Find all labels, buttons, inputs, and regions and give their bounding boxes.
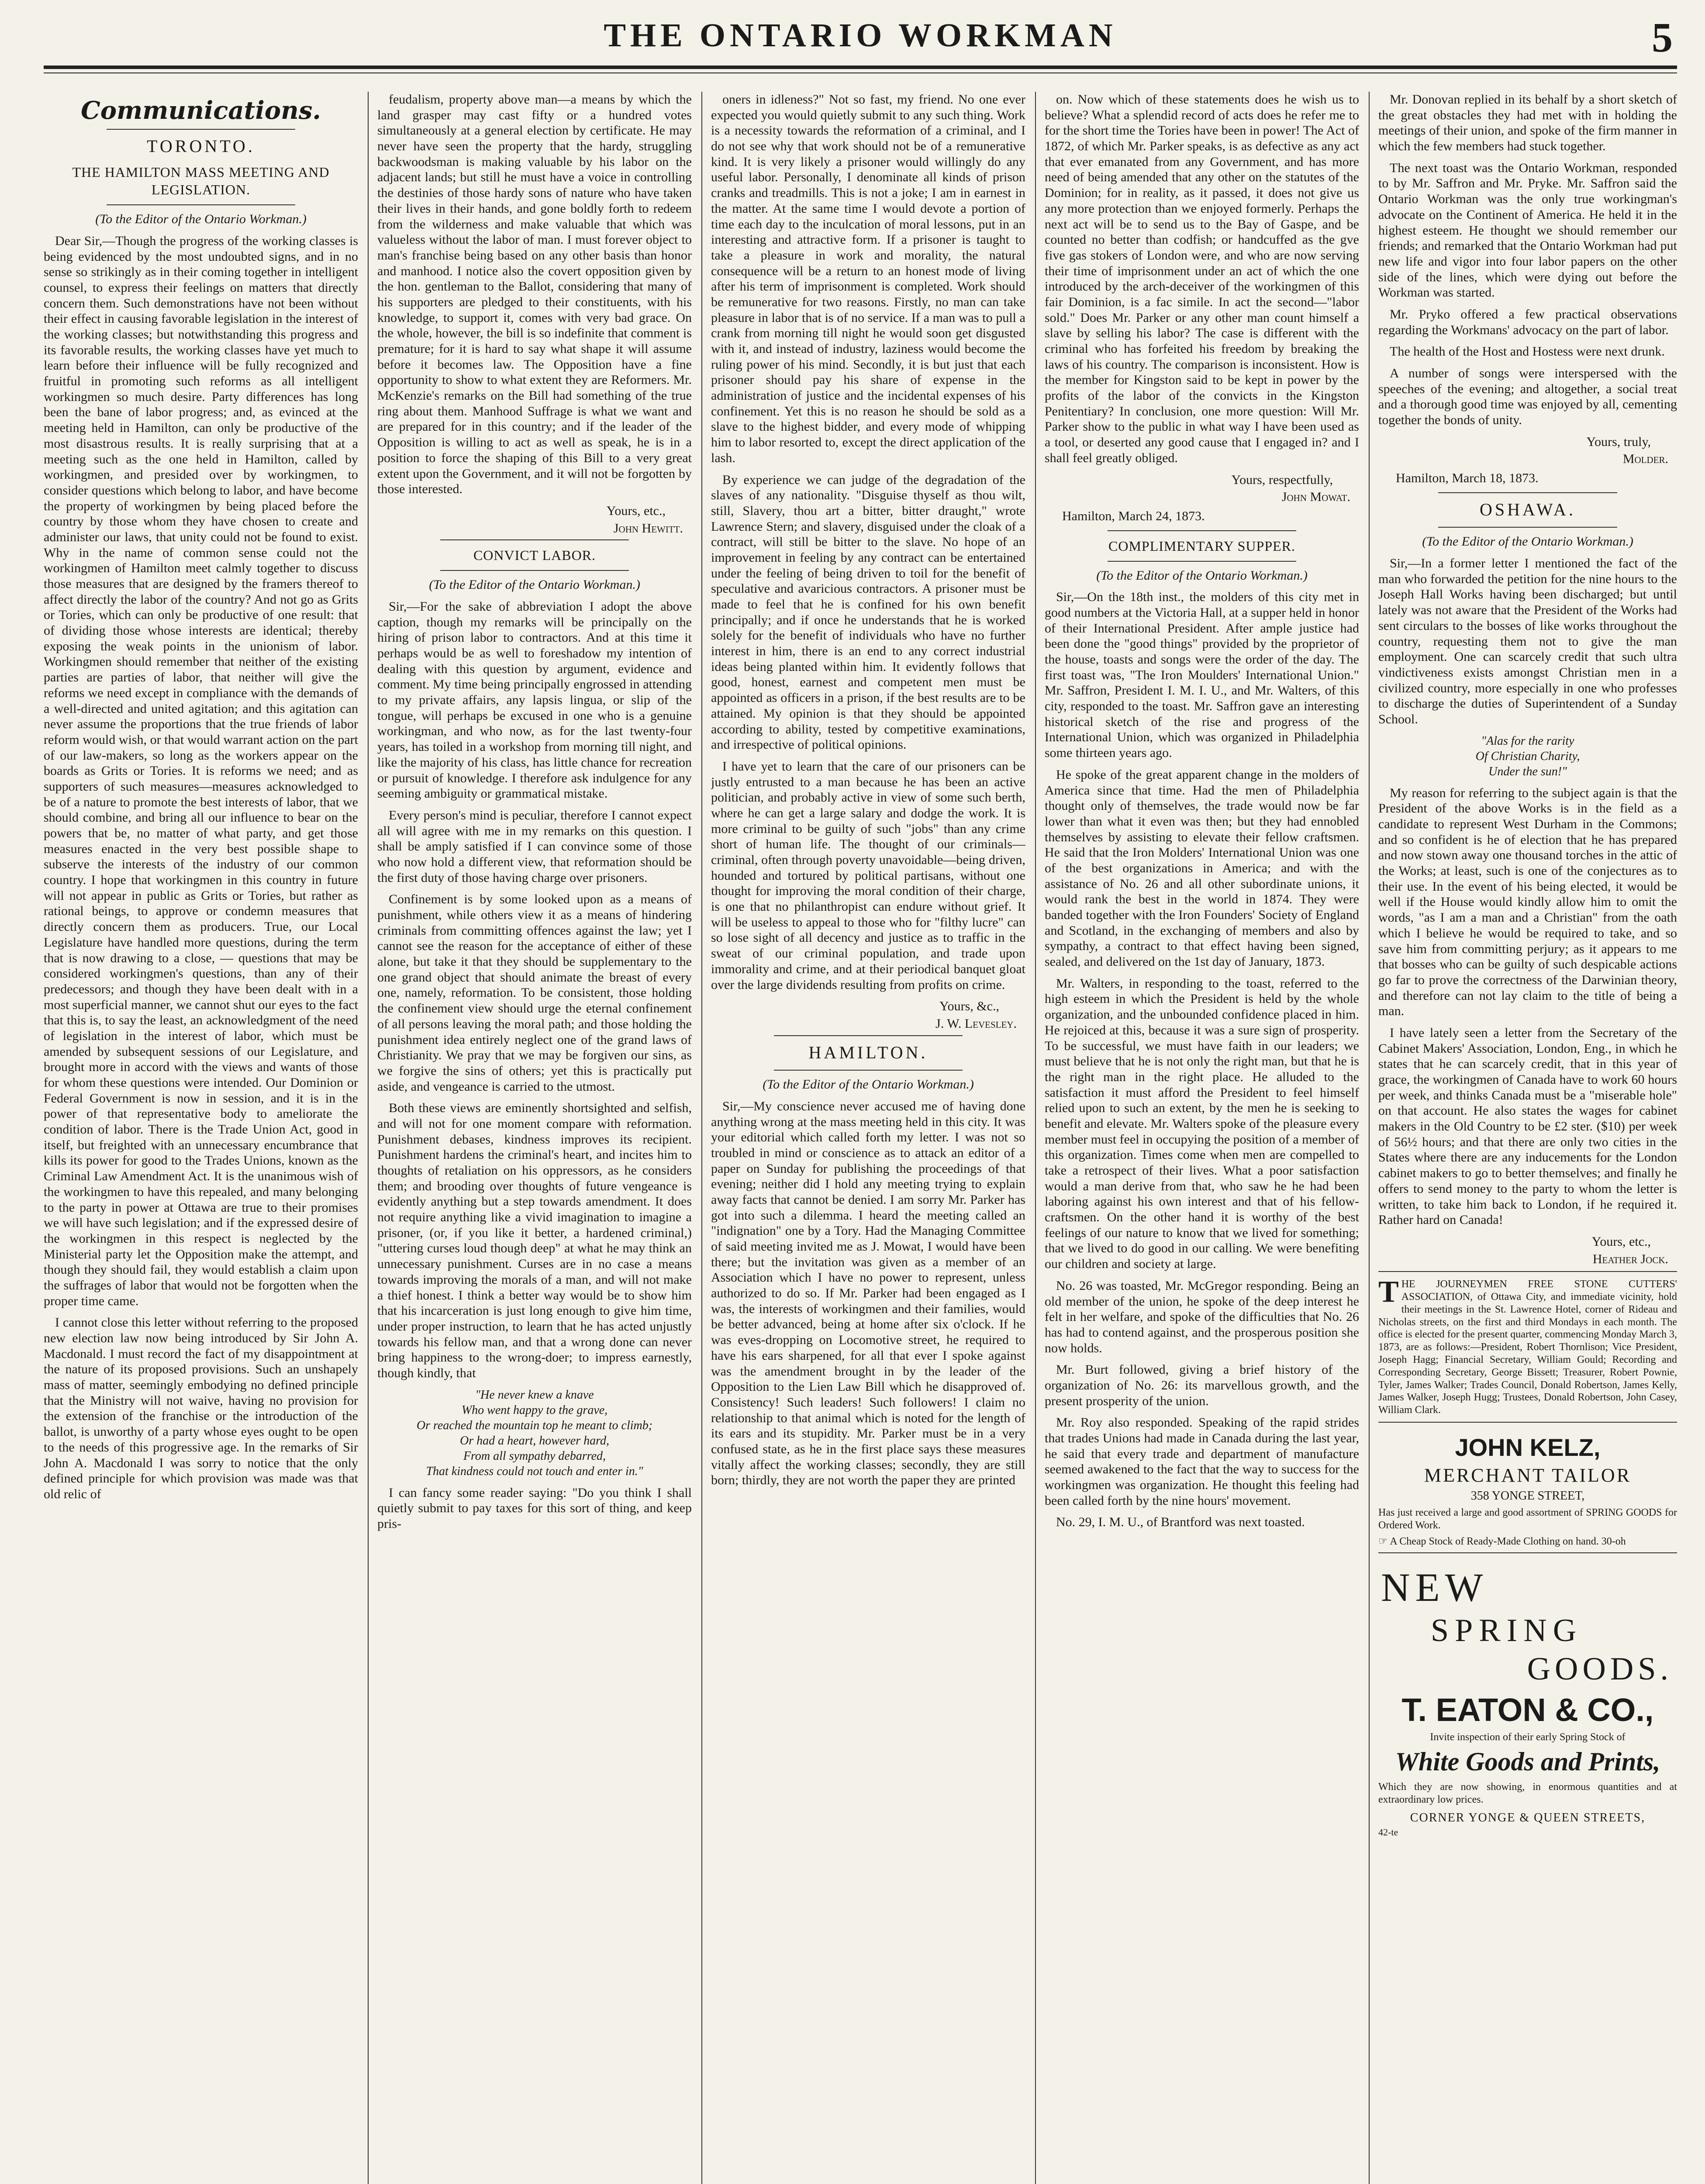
page-number: 5	[1652, 14, 1673, 61]
verse-line: "He never knew a knave	[475, 1388, 594, 1402]
divider	[1438, 527, 1617, 528]
newspaper-title: THE ONTARIO WORKMAN	[604, 17, 1117, 54]
page-columns	[44, 92, 1677, 2184]
article-paragraph: Mr. Roy also responded. Speaking of the rapid strides that trades Unions had made in Canada during the last year, he said that every trade and department of manufacture seemed awakened to the fact that the way to success for the workingmen was organization. He thought this feeling had been called forth by the nine hours' movement.	[1045, 1415, 1359, 1508]
column-2	[377, 92, 692, 2184]
advert-line-text: A Cheap Stock of Ready-Made Clothing on hand. 30-oh	[1390, 1535, 1626, 1547]
letter-close: Yours, etc.,	[1591, 1234, 1651, 1249]
verse-line: Or reached the mountain top he meant to climb;	[416, 1418, 653, 1432]
masthead	[44, 9, 1677, 87]
verse-line: From all sympathy debarred,	[463, 1449, 606, 1463]
advert-line: Has just received a large and good assortment of SPRING GOODS for Ordered Work.	[1378, 1507, 1677, 1531]
advert-name: JOHN KELZ,	[1455, 1434, 1601, 1462]
article-place: HAMILTON.	[808, 1042, 928, 1062]
divider	[440, 539, 629, 540]
column-rule	[1035, 92, 1036, 2184]
letter-signature: John Mowat.	[1281, 490, 1350, 505]
article-paragraph: My reason for referring to the subject again is that the President of the above Works is in the field as a candidate to represent West Durham in the Commons; and so confident is he of election that he has prepared and now stown away one thousand torches in the attic of the Works; at least, such is one of the conjectures as to their use. In the event of his being elected, it would be well if the House would kindly allow him to omit the words, "as I am a man and a Christian" from the oath which I believe he would be required to take, and so save him from committing perjury; as it appears to me that bosses who can be guilty of such despicable actions go far to prove the correctness of the Darwinian theory, and therefore can not lay claim to the title of being a man.	[1378, 785, 1677, 1019]
to-editor-line: (To the Editor of the Ontario Workman.)	[429, 577, 640, 592]
article-paragraph: Mr. Burt followed, giving a brief history of the organization of No. 26: its marvellous growth, and the present prosperity of the union.	[1045, 1362, 1359, 1408]
article-paragraph: Both these views are eminently shortsighted and selfish, and will not for one moment compare with reformation. Punishment debases, kindness improves its recipient. Punishment hardens the criminal's heart, and incites him to thoughts of retaliation on his oppressors, as he considers them; and brooding over thoughts of future vengeance is evidently anything but a step towards amendment. It does not require anything like a vivid imagination to imagine a prisoner, (or, if you like it better, a hardened criminal,) "uttering curses loud though deep" at what he may think an unnecessary punishment. Curses are in no case a means towards improving the morals of a man, and will not make a thief honest. I think a better way would be to show him that his incarceration is just long enough to give him time, under proper instruction, to learn that he has acted unjustly towards his fellow man, and that a wrong done can never bring happiness to the wrong-doer; to impress earnestly, though kindly, that	[377, 1101, 692, 1380]
article-paragraph: No. 26 was toasted, Mr. McGregor responding. Being an old member of the union, he spoke of the deep interest he felt in her welfare, and spoke of the difficulties that No. 26 has had to contend against, and the prosperous position she now holds.	[1045, 1278, 1359, 1355]
article-paragraph: I have lately seen a letter from the Secretary of the Cabinet Makers' Association, London, Eng., in which he states that he can scarcely credit, that in this year of grace, the workingmen of Canada have to work 60 hours per week, and thinks Canada must be a "miserable hole" on that account. He also states the wages for cabinet makers in the Old Country to be £2 ster. ($10) per week of 56½ hours; and that there are only two cities in the States where there are any inducements for the London cabinet makers to go to better themselves; and finally he offers to send money to the party to whom the letter is written, to take him back to London, if he required it. Rather hard on Canada!	[1378, 1025, 1677, 1227]
divider	[107, 129, 295, 130]
divider	[1108, 561, 1296, 562]
article-place: TORONTO.	[147, 136, 255, 156]
column-4	[1045, 92, 1359, 2184]
verse-line: Or had a heart, however hard,	[460, 1434, 609, 1448]
advert-white-goods: White Goods and Prints,	[1395, 1747, 1660, 1776]
section-banner: Communications.	[81, 96, 321, 125]
article-paragraph: I cannot close this letter without referring to the proposed new election law now being introduced by Sir John A. Macdonald. I must record the fact of my disappointment at the nature of its proposed provisions. Such an unshapely mass of matter, seemingly embodying no defined principle that the Ministry will not waive, having no provision for the extension of the franchise or the introduction of the ballot, is unworthy of a party whose eyes ought to be open to the needs of this progressive age. In the remarks of Sir John A. Macdonald I was sorry to notice that the only defined principle for which provision was made was that old relic of	[44, 1315, 358, 1501]
article-paragraph: He spoke of the great apparent change in the molders of America since that time. Had the men of Philadelphia thought only of themselves, the trade would now be far lower than what it even was then; but they had ennobled themselves by assisting to elevate their fellow craftsmen. He said that the Iron Molders' International Union was one of the best organizations in America; and with the assistance of No. 26 and all other subordinate unions, it would rank the best in the world in 1874. They were banded together with the Iron Founders' Society of England and Scotland, in the exchanging of members and also by sympathy, a contract to that effect having been signed, sealed, and delivered on the 1st day of January, 1873.	[1045, 767, 1359, 969]
article-paragraph: No. 29, I. M. U., of Brantford was next toasted.	[1056, 1515, 1305, 1530]
divider	[440, 570, 629, 571]
to-editor-line: (To the Editor of the Ontario Workman.)	[95, 212, 307, 227]
advert-line	[1378, 1535, 1677, 1548]
advert-notice-text: HE JOURNEYMEN FREE STONE CUTTERS' ASSOCIATION, of Ottawa City, and immediate vicinity, hold their meetings in the St. Lawrence Hotel, corner of Rideau and Nicholas streets, on the first and third Mondays in each month. The office is elected for the present quarter, commencing Monday March 3, 1873, are as follows:—President, Robert Thornlison; Vice President, Joseph Hagg; Financial Secretary, William Gould; Recording and Corresponding Secretary, George Bissett; Treasurer, Robert Pownie, Tyler, James Walker; Trades Council, Donald Robertson, James Kelly, James Walker, Joseph Hugg; Trustees, Donald Robertson, John Casey, William Clark.	[1378, 1279, 1677, 1416]
article-paragraph: Mr. Pryko offered a few practical observations regarding the Workmans' advocacy on the part of labor.	[1378, 307, 1677, 337]
letter-close: Yours, respectfully,	[1231, 472, 1333, 487]
letter-signature: Heather Jock.	[1592, 1251, 1668, 1266]
advert-code: 42-te	[1378, 1827, 1398, 1838]
advert-trade: MERCHANT TAILOR	[1424, 1464, 1632, 1486]
divider	[1108, 530, 1296, 531]
column-3	[711, 92, 1025, 2184]
verse-line: Of Christian Charity,	[1475, 749, 1580, 763]
article-paragraph: on. Now which of these statements does he wish us to believe? What a splendid record of acts does he refer me to for the short time the Tories have been in power! The Act of 1872, of which Mr. Parker speaks, is as defective as any act that ever emanated from any Government, and has more need of being amended that any other on the statutes of the Dominion; for in reality, as it passed, it does not give us any more protection than we enjoyed formerly. Perhaps the next act will be to send us to the Bay of Gaspe, and be counted no better than codfish; or handcuffed as the gve five gas stokers of London were, and who are now serving their time of imprisonment under an act of which the one introduced by the arch-deceiver of the workingmen of this fair Dominion, is a fac simile. In act the second—"labor sold." Does Mr. Parker or any other man count himself a slave by selling his labor? The case is different with the criminal who has forfeited his freedom by breaking the laws of his country. The comparison is inconsistent. How is the member for Kingston said to be kept in power by the profits of the labor of the convicts in the Kingston Penitentiary? In conclusion, one more question: Will Mr. Parker show to the public in what way I have been used as a tool, or deserted any good cause that I engaged in? and I shall feel greatly obliged.	[1045, 92, 1359, 465]
to-editor-line: (To the Editor of the Ontario Workman.)	[1422, 534, 1633, 549]
verse-quote	[1378, 733, 1677, 779]
verse-quote	[377, 1387, 692, 1479]
column-rule	[368, 92, 369, 2184]
article-headline: COMPLIMENTARY SUPPER.	[1108, 538, 1295, 554]
article-headline: CONVICT LABOR.	[473, 547, 596, 563]
column-1	[44, 92, 358, 2184]
verse-line: Under the sun!"	[1488, 764, 1567, 778]
advert-address: 358 YONGE STREET,	[1470, 1489, 1585, 1503]
article-paragraph: I can fancy some reader saying: "Do you think I shall quietly submit to pay taxes for this sort of thing, and keep pris-	[377, 1485, 692, 1531]
article-paragraph: Every person's mind is peculiar, therefore I cannot expect all will agree with me in my remarks on this question. I shall be amply satisfied if I can convince some of those who now hold a different view, that reformation should be the first duty of those having charge over prisoners.	[377, 808, 692, 885]
divider	[1438, 492, 1617, 493]
divider	[774, 1070, 963, 1071]
verse-line: "Alas for the rarity	[1481, 734, 1574, 748]
article-place: OSHAWA.	[1480, 499, 1576, 519]
article-paragraph: I have yet to learn that the care of our prisoners can be justly entrusted to a man because he has been an active politician, and probably active in view of some such berth, where he can get a large salary and dodge the work. It is more criminal to be guilty of such "jobs" than any crime short of human life. The thought of our criminals—criminal, often through poverty unavoidable—being driven, hounded and tortured by political partisans, without one thought for improving the moral condition of their charge, is one that no philanthropist can endure without grief. It will be useless to appeal to those who for "filthy lucre" can so lose sight of all decency and justice as to traffic in the sweat of our criminal population, and trade upon immorality and crime, and at their periodical banquet gloat over the large dividends resulting from profits on crime.	[711, 759, 1025, 992]
article-paragraph: The next toast was the Ontario Workman, responded to by Mr. Saffron and Mr. Pryke. Mr. Saffron said the Ontario Workman was the only true workingman's advocate on the Continent of America. He held it in the highest esteem. He thought we should remember our friends; and remarked that the Ontario Workman had put new life and vigor into four labor papers on the other side of the lines, which were dying out before the Workman was started.	[1378, 160, 1677, 300]
article-paragraph: Confinement is by some looked upon as a means of punishment, while others view it as a means of hindering criminals from committing offences against the law; yet I cannot see the reason for the acceptance of either of these alone, but take it that they should be supplementary to the one grand object that should animate the breast of every one, namely, reformation. To be consistent, those holding the confinement view should urge the eternal confinement of all persons leaving the moral path; and those holding the punishment idea entirely neglect one of the grand laws of Christianity. We pray that we may be forgiven our sins, as we forgive the sins of others; yet this is practically put aside, and vengeance is carried to the utmost.	[377, 892, 692, 1094]
advert-new: NEW	[1381, 1565, 1488, 1610]
article-paragraph: The health of the Host and Hostess were next drunk.	[1390, 344, 1665, 359]
letter-close: Yours, truly,	[1586, 434, 1651, 449]
article-paragraph: A number of songs were interspersed with the speeches of the evening; and altogether, a social treat and a thorough good time was enjoyed by all, cementing together the bonds of unity.	[1378, 366, 1677, 428]
to-editor-line: (To the Editor of the Ontario Workman.)	[763, 1077, 974, 1092]
divider	[774, 1035, 963, 1036]
advert-eaton	[1378, 1552, 1677, 1838]
advert-stone-cutters	[1378, 1271, 1677, 1417]
column-rule	[1369, 92, 1370, 2184]
pointing-hand-icon: ☞	[1378, 1535, 1390, 1547]
article-headline: THE HAMILTON MASS MEETING AND LEGISLATION.	[72, 164, 330, 198]
article-paragraph: Sir,—My conscience never accused me of having done anything wrong at the mass meeting held in this city. It was your editorial which called forth my letter. I was not so troubled in mind or conscience as to attack an editor of a paper on Sunday for publishing the proceedings of that evening; neither did I hold any meeting trying to explain away facts that cannot be denied. I am sorry Mr. Parker has got into such a dilemma. I heard the meeting called an "indignation" one by a Tory. Had the Managing Committee of said meeting invited me as J. Mowat, I would have been there; but the invitation was given as a member of an Association which I have no power to represent, unless authorized to do so. If Mr. Parker had been engaged as I was, the interests of workingmen and their families, would be better advanced, being at home after six o'clock. If he was eves-dropping on Locomotive street, he required to have his ears sharpened, for all that ever I spoke against was the amendment brought in by the leader of the Opposition to the Lien Law Bill which he disapproved of. Consistency! Such leaders! Such followers! I claim no relationship to that animal which is noted for the length of its ears and its stupidity. Mr. Parker must be in a very confused state, as he in the first place says these measures vitally affect the working classes; secondly, they are still born; thirdly, they are not worth the paper they are printed	[711, 1099, 1025, 1488]
advert-line: Which they are now showing, in enormous quantities and at extraordinary low prices.	[1378, 1781, 1677, 1806]
to-editor-line: (To the Editor of the Ontario Workman.)	[1096, 568, 1308, 583]
advert-goods: GOODS.	[1527, 1651, 1673, 1687]
article-paragraph: oners in idleness?" Not so fast, my friend. No one ever expected you would quietly submit to any such thing. Work is a necessity towards the reformation of a criminal, and I do not see why that work should not be of a remunerative kind. It is very likely a prisoner would willingly do any useful labor. Personally, I denominate all kinds of prison cranks and treadmills. This is not a joke; I am in earnest in the matter. At the same time I would devote a portion of time each day to the inculcation of moral lessons, put in an interesting and attractive form. If a prisoner is taught to take a pleasure in work and morality, the natural consequence will be a return to an honest mode of living after his term of imprisonment is completed. Work should be remunerative for two reasons. Firstly, no man can take pleasure in labor that is of no service. If a man was to pull a crank from morning till night he would soon get disgusted with it, and instead of industry, laziness would become the ruling power of his mind. Secondly, it is but just that each prisoner should pay his share of expense in the administration of justice and the incidental expenses of his confinement. Yet this is no reason he should be sold as a slave to the highest bidder, and every mode of whipping him to labor resorted to, except the direct application of the lash.	[711, 92, 1025, 465]
column-rule	[701, 92, 702, 2184]
verse-line: That kindness could not touch and enter in."	[426, 1464, 643, 1478]
letter-signature: John Hewitt.	[613, 521, 683, 536]
letter-close: Yours, etc.,	[606, 503, 666, 518]
article-paragraph: By experience we can judge of the degradation of the slaves of any nationality. "Disguise thyself as thou wilt, still, Slavery, thou art a bitter, bitter draught," wrote Lawrence Stern; and slavery, disguised under the cloak of a contract, will still be bitter to the slave. No hope of an improvement in feeling by any contract can be entertained under the feeling of being driven to toil for the benefit of speculative and avaricious contractors. A prisoner must be made to feel that he is confined for his own benefit principally; and if once he understands that he is worked solely for the benefit of individuals who have no further interest in him, there is an end to any correct industrial ideas being planted within him. It evidently follows that good, honest, earnest and competent men must be appointed as officers in a prison, if the best results are to be attained. My opinion is that they should be appointed according to ability, tested by competitive examinations, and irrespective of political opinions.	[711, 472, 1025, 752]
column-5	[1378, 92, 1677, 2184]
divider	[107, 204, 295, 205]
article-paragraph: Sir,—On the 18th inst., the molders of this city met in good numbers at the Victoria Hall, at a supper held in honor of their International President. After ample justice had been done the "good things" provided by the proprietor of the house, toasts and songs were the order of the day. The first toast was, "The Iron Moulders' International Union." Mr. Saffron, President I. M. I. U., and Mr. Walters, of this city, responded to the toast. Mr. Saffron gave an interesting historical sketch of the rise and progress of the International Union, which was organized in Philadelphia some thirteen years ago.	[1045, 590, 1359, 760]
advert-spring: SPRING	[1431, 1613, 1583, 1649]
article-paragraph: Dear Sir,—Though the progress of the working classes is being evidenced by the most undoubted signs, and in no sense so strikingly as in their coming together in intelligent counsel, to express their feelings on matters that directly concern them. Such demonstrations have not been without their effect in causing favorable legislation in the interest of the working classes; but notwithstanding this progress and its favorable results, the working classes have yet much to learn before their influence will be fully recognized and fruitful in promoting such reforms as all intelligent workingmen so much desire. Party differences has long been the bane of labor progress; and, as evinced at the meeting held in Hamilton, can only be productive of the most disastrous results. It is really surprising that at a meeting such as the one held in Hamilton, called by workingmen, and presided over by workingmen, to consider questions which belong to labor, and have become the property of workingmen by being placed before the country by those whom they have chosen to create and administer our laws, that unity could not be found to exist. Why in the name of common sense could not the workingmen of Hamilton meet calmly together to discuss those measures that are designed by the framers thereof to affect directly the labor of the country? And not go as Grits or Tories, which can only be productive of one result: that of dividing those whose interests are identical; thereby exposing the weak points in the unionism of labor. Workingmen should remember that neither of the existing parties are parties of labor, that neither will give the reforms we need except in compliance with the demands of a well-directed and united agitation; and this agitation can never assume the proportions that the true friends of labor reform would wish, or that would warrant action on the part of our law-makers, so long as the workers appear on the boards as Grits or Tories. It is reforms we need; and as supporters of such measures—measures acknowledged to be of a nature to promote the best interests of labor, that we should combine, and bring all our influence to bear on the powers that be, no matter of what party, and get those measures enacted in the very best possible shape to subserve the interests of the industry of our common country. I hope that workingmen in this country in future will not appear in public as Grits or Tories, but rather as rational beings, to approve or condemn measures that directly concern them as producers. True, our Local Legislature have handled more questions, during the term that is now drawing to a close, — questions that may be considered workingmen's questions, than any of their predecessors; and though they have been dealt with in a most superficial manner, we cannot shut our eyes to the fact that this is, to say the least, an acknowledgment of the need of legislation in the interest of labor, which must be amended by subsequent sessions of our Legislature, and brought more in accord with the views and wants of those for whom these questions were intended. Our Dominion or Federal Government is now in session, and it is in the power of that representative body to ameliorate the condition of labor. There is the Trade Union Act, good in itself, but freighted with an unnecessary encumbrance that kills its power for good to the Trades Unions, known as the Criminal Law Amendment Act. It is the unanimous wish of the workingmen to have this repealed, and many belonging to the party in power at Ottawa are true to their promises we will have such legislation; and if the expressed desire of the workingmen in this respect is neglected by the Ministerial party let the Opposition make the attempt, and though they should fail, they would establish a claim upon the suffrages of labor that would not be forgotten when the proper time came.	[44, 233, 358, 1308]
advert-notice	[1378, 1275, 1677, 1417]
article-paragraph: Sir,—In a former letter I mentioned the fact of the man who forwarded the petition for the nine hours to the Joseph Hall Works having been discharged; but until lately was not aware that the President of the Works had sent circulars to the bosses of like works throughout the country, requesting them not to give the man employment. One can scarcely credit that such ultra vindictiveness exists amongst Christian men in a civilized country, more especially in one who professes to discharge the duties of Superintendent of a Sunday School.	[1378, 556, 1677, 726]
advert-john-kelz	[1378, 1422, 1677, 1548]
letter-close: Yours, &c.,	[939, 999, 999, 1014]
article-paragraph: Mr. Walters, in responding to the toast, referred to the high esteem in which the President is held by the whole organization, and the unbounded confidence placed in him. He rejoiced at this, because it was a sure sign of prosperity. To be successful, we must have faith in our leaders; we must believe that he is not only the right man, but that he is the right man in the right place. He alluded to the satisfaction it must afford the President to feel himself relied upon to such an extent, by the men he is seeking to benefit and elevate. Mr. Walters spoke of the pleasure every member must feel in occupying the position of a member of this organization. Times come when men are compelled to take a retrospect of their lives. What a poor satisfaction would a man derive from that, who saw he he had been laboring against his own interest and that of his fellow-craftsmen. On the other hand it is worthy of the best feelings of our nature to know that we lived for something; that we lived to do good in our calling. We were benefiting our children and society at large.	[1045, 976, 1359, 1272]
letter-dateline: Hamilton, March 24, 1873.	[1062, 508, 1205, 523]
advert-name: T. EATON & CO.,	[1401, 1692, 1654, 1728]
drop-cap: T	[1378, 1275, 1399, 1309]
masthead-rule	[44, 66, 1677, 69]
letter-signature: J. W. Levesley.	[935, 1016, 1017, 1031]
advert-subline: Invite inspection of their early Spring Stock of	[1430, 1731, 1626, 1743]
letter-dateline: Hamilton, March 18, 1873.	[1396, 471, 1539, 486]
advert-address: CORNER YONGE & QUEEN STREETS,	[1410, 1811, 1646, 1825]
article-paragraph: Sir,—For the sake of abbreviation I adopt the above caption, though my remarks will be principally on the hiring of prison labor to contractors. And at this time it perhaps would be as well to foreshadow my intention of dealing with this question by argument, evidence and comment. My time being principally engrossed in attending to my private affairs, any lapsis lingua, or slip of the tongue, will perhaps be excused in one who is a genuine workingman, and who now, as for the last twenty-four years, has toiled in a workshop from morning till night, and like the majority of his class, has little chance for recreation or pursuit of knowledge. I therefore ask indulgence for any seeming ambiguity or grammatical mistake.	[377, 599, 692, 801]
letter-signature: Molder.	[1622, 452, 1668, 467]
article-paragraph: Mr. Donovan replied in its behalf by a short sketch of the great obstacles they had met with in holding the meetings of their union, and spoke of the firm manner in which the few members had stuck together.	[1378, 92, 1677, 154]
article-paragraph: feudalism, property above man—a means by which the land grasper may cast fifty or a hundred votes simultaneously at a general election by certificate. He may never have seen the property that the hardy, struggling backwoodsman is making valuable by his labor on the adjacent lands; but still he must have a voice in controlling the destinies of those hardy sons of nature who have taken their lives in their hands, and gone boldly forth to redeem from the wilderness and make valuable that which was valueless without the labor of man. I must forever object to man's franchise being based on any other basis than honor and manhood. I notice also the covert opposition given by the hon. gentleman to the Ballot, considering that many of his supporters are pledged to their constituents, with his knowledge, to support it, comes with very bad grace. On the whole, however, the bill is so indefinite that comment is premature; for it is hard to say what shape it will assume before it becomes law. The Opposition have a fine opportunity to show to what extent they are Reformers. Mr. McKenzie's remarks on the Bill had something of the true ring about them. Manhood Suffrage is what we want and are prepared for in this country; and if the leader of the Opposition is willing to act as well as speak, he is in a position to force the shaping of this Bill to a very great extent upon the Government, and it will not be forgotten by those interested.	[377, 92, 692, 497]
verse-line: Who went happy to the grave,	[461, 1403, 608, 1417]
